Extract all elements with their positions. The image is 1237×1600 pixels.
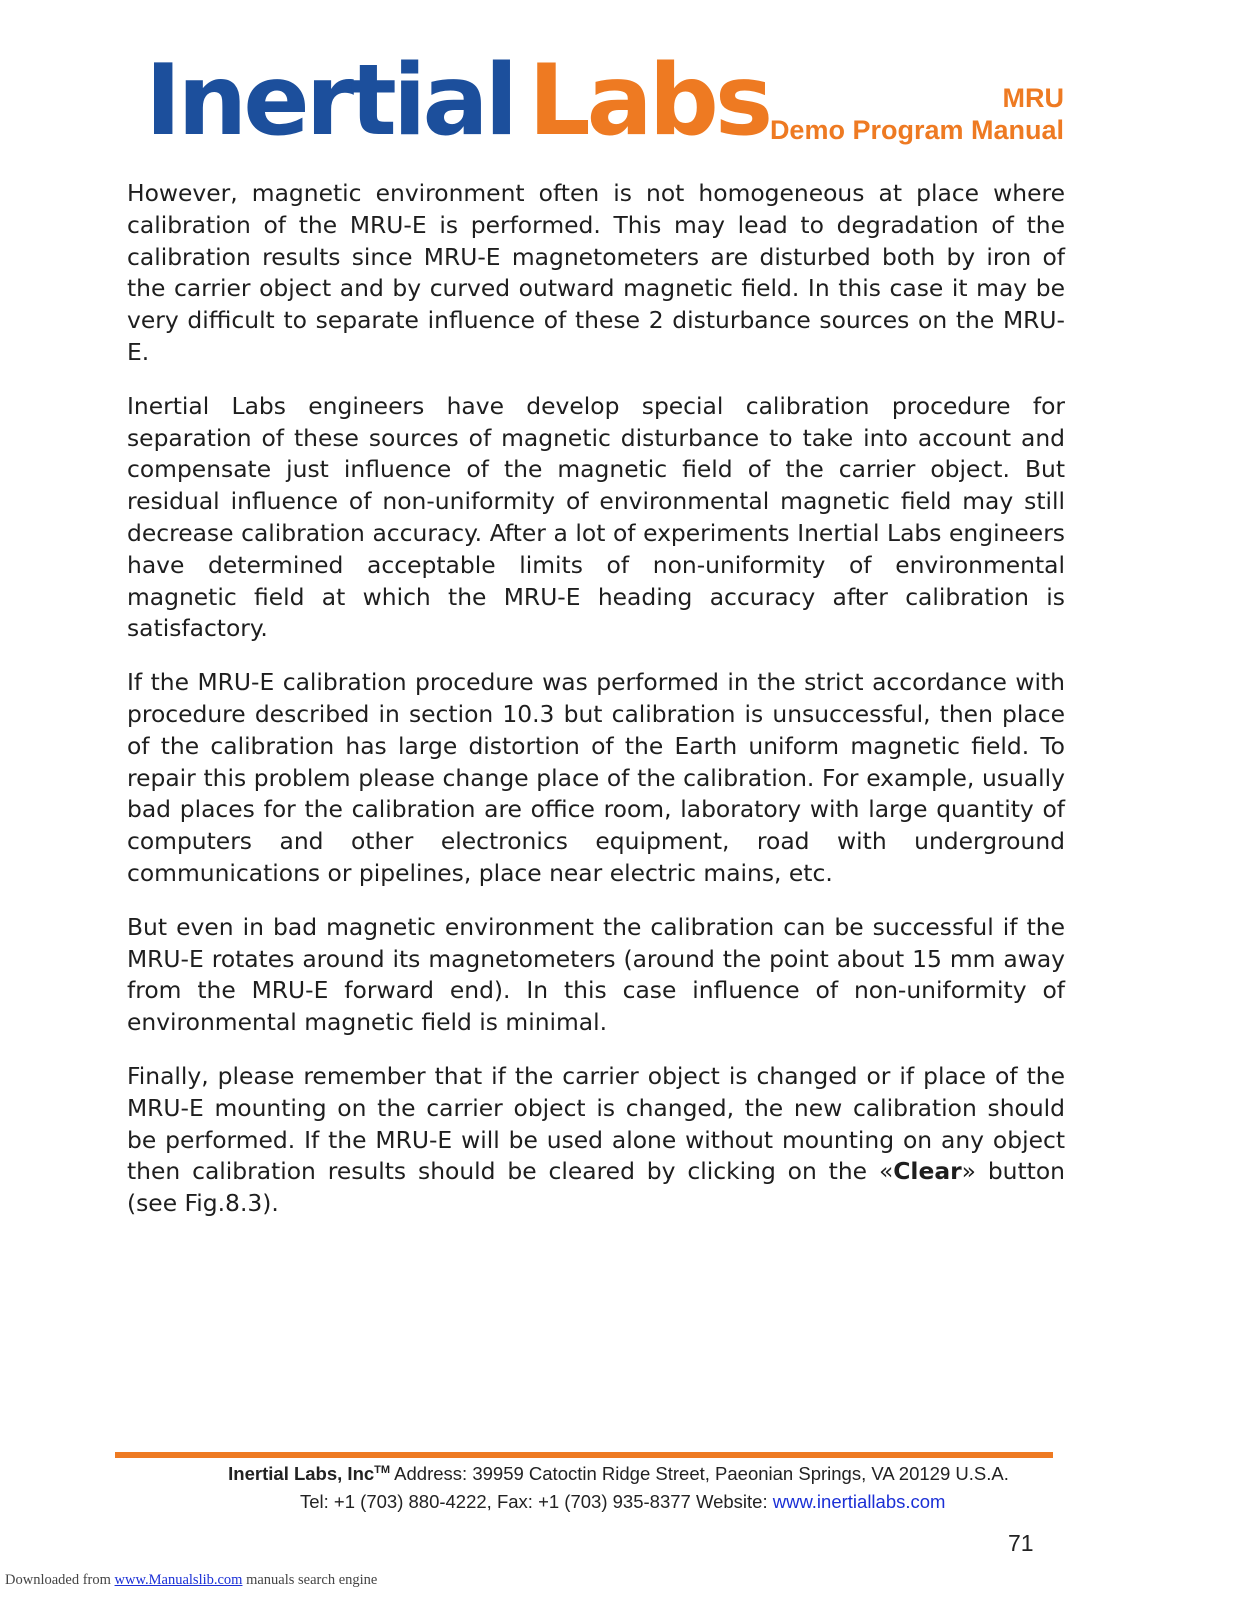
footer-website-link[interactable]: www.inertiallabs.com xyxy=(772,1491,946,1512)
paragraph-5-text-before: Finally, please remember that if the carrier object is changed or if place of the MRU-E mounting on the carrier object is changed, the new calibration should be performed. If the MRU-E will be used alone without mounting on any object then calibration results should be cleared by clicking on the « xyxy=(127,1061,1065,1186)
page-number: 71 xyxy=(1008,1530,1034,1556)
download-note-prefix: Downloaded from xyxy=(5,1572,115,1588)
download-note xyxy=(5,1572,377,1589)
logo-word-inertial: Inertial xyxy=(145,44,515,158)
paragraph-3: If the MRU-E calibration procedure was performed in the strict accordance with procedure described in section 10.3 but calibration is unsuccessful, then place of the calibration has large distortion of the Earth uniform magnetic field. To repair this problem please change place of the calibration. For example, usually bad places for the calibration are office room, laboratory with large quantity of computers and other electronics equipment, road with underground communications or pipelines, place near electric mains, etc. xyxy=(127,668,1065,887)
footer-contact-line xyxy=(300,1491,945,1513)
footer-address: Address: 39959 Catoctin Ridge Street, Paeonian Springs, VA 20129 U.S.A. xyxy=(390,1463,1009,1484)
footer-company xyxy=(228,1463,390,1484)
paragraph-4: But even in bad magnetic environment the calibration can be successful if the MRU-E rotates around its magnetometers (around the point about 15 mm away from the MRU-E forward end). In this case influence of non-uniformity of environmental magnetic field is minimal. xyxy=(127,912,1065,1037)
footer-address-line xyxy=(0,1463,1237,1485)
document-title xyxy=(770,82,1064,146)
footer-contact: Tel: +1 (703) 880-4222, Fax: +1 (703) 935-8377 Website: xyxy=(300,1491,773,1512)
paragraph-1: However, magnetic environment often is not homogeneous at place where calibration of the MRU-E is performed. This may lead to degradation of the calibration results since MRU-E magnetometers are disturbed both by iron of the carrier object and by curved outward magnetic field. In this case it may be very difficult to separate influence of these 2 disturbance sources on the MRU-E. xyxy=(127,179,1065,366)
document-title-manual: Demo Program Manual xyxy=(769,115,1064,145)
footer-divider xyxy=(115,1452,1053,1458)
manualslib-link[interactable]: www.Manualslib.com xyxy=(114,1572,243,1588)
logo-word-labs: Labs xyxy=(528,44,770,158)
inertial-labs-logo xyxy=(145,44,770,158)
paragraph-5-text-after: » button (see Fig.8.3). xyxy=(127,1157,1065,1218)
paragraph-5 xyxy=(127,1061,1065,1220)
document-title-product: MRU xyxy=(1002,83,1064,113)
clear-button-reference: Clear xyxy=(893,1157,962,1186)
footer-company-name: Inertial Labs, Inc xyxy=(228,1463,375,1484)
trademark-mark: TM xyxy=(374,1463,391,1476)
paragraph-2: Inertial Labs engineers have develop special calibration procedure for separation of these sources of magnetic disturbance to take into account and compensate just influence of the magnetic field of the carrier object. But residual influence of non-uniformity of environmental magnetic field may still decrease calibration accuracy. After a lot of experiments Inertial Labs engineers have determined acceptable limits of non-uniformity of environmental magnetic field at which the MRU-E heading accuracy after calibration is satisfactory. xyxy=(127,391,1065,643)
download-note-suffix: manuals search engine xyxy=(242,1572,378,1588)
page-body xyxy=(127,178,1065,1242)
